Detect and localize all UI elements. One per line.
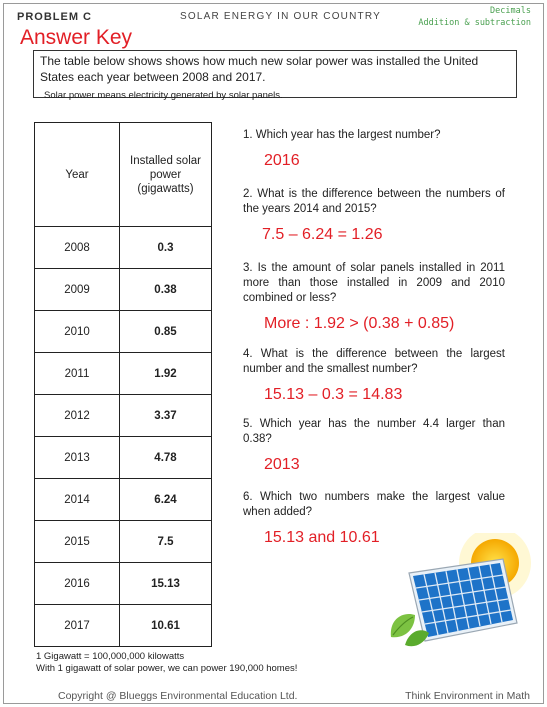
value-cell: 3.37 bbox=[120, 395, 212, 437]
year-cell: 2008 bbox=[35, 227, 120, 269]
year-cell: 2015 bbox=[35, 521, 120, 563]
topic-line-1: Decimals bbox=[490, 6, 531, 16]
value-cell: 0.3 bbox=[120, 227, 212, 269]
question-block-4 bbox=[243, 347, 505, 404]
value-cell: 1.92 bbox=[120, 353, 212, 395]
question-text: 1. Which year has the largest number? bbox=[243, 129, 441, 141]
question-block-2 bbox=[243, 187, 505, 244]
table-row bbox=[35, 395, 212, 437]
value-cell: 7.5 bbox=[120, 521, 212, 563]
answer-text: 15.13 and 10.61 bbox=[264, 529, 380, 546]
solar-panel-icon bbox=[409, 559, 517, 641]
solar-table bbox=[34, 122, 212, 647]
header-installed-power bbox=[120, 123, 212, 227]
table-header-row bbox=[35, 123, 212, 227]
footer-copyright: Copyright @ Blueggs Environmental Education Ltd. bbox=[58, 690, 298, 702]
year-cell: 2012 bbox=[35, 395, 120, 437]
value-cell: 4.78 bbox=[120, 437, 212, 479]
topic-tags bbox=[418, 5, 531, 29]
value-cell: 6.24 bbox=[120, 479, 212, 521]
table-row bbox=[35, 227, 212, 269]
question-text: 4. What is the difference between the largest number and the smallest number? bbox=[243, 348, 505, 375]
year-cell: 2016 bbox=[35, 563, 120, 605]
footnote bbox=[36, 651, 297, 675]
year-cell: 2013 bbox=[35, 437, 120, 479]
table-row bbox=[35, 521, 212, 563]
table-row bbox=[35, 311, 212, 353]
question-block-3 bbox=[243, 261, 505, 333]
question-text: 6. Which two numbers make the largest value when added? bbox=[243, 491, 505, 518]
value-cell: 0.85 bbox=[120, 311, 212, 353]
intro-note: Solar power means electricity generated by solar panels. bbox=[44, 90, 283, 101]
answer-text: 2016 bbox=[264, 152, 300, 169]
year-cell: 2010 bbox=[35, 311, 120, 353]
answer-key-heading: Answer Key bbox=[20, 26, 133, 49]
question-block-1 bbox=[243, 128, 505, 170]
solar-panel-with-sun-icon bbox=[385, 533, 535, 651]
question-text: 5. Which year has the number 4.4 larger than 0.38? bbox=[243, 418, 505, 445]
answer-text: 2013 bbox=[264, 456, 300, 473]
intro-box bbox=[33, 50, 517, 101]
table-row bbox=[35, 353, 212, 395]
table-row bbox=[35, 479, 212, 521]
answer-text: More : 1.92 > (0.38 + 0.85) bbox=[264, 315, 455, 332]
footnote-line-1: 1 Gigawatt = 100,000,000 kilowatts bbox=[36, 651, 185, 662]
value-cell: 15.13 bbox=[120, 563, 212, 605]
value-cell: 0.38 bbox=[120, 269, 212, 311]
problem-label: PROBLEM C bbox=[17, 11, 92, 23]
footnote-line-2: With 1 gigawatt of solar power, we can power 190,000 homes! bbox=[36, 663, 298, 674]
worksheet-title: SOLAR ENERGY IN OUR COUNTRY bbox=[180, 11, 381, 22]
table-row bbox=[35, 605, 212, 647]
intro-text: The table below shows shows how much new solar power was installed the United States each year between 2008 and 2017. bbox=[40, 54, 479, 84]
year-cell: 2014 bbox=[35, 479, 120, 521]
answer-text: 15.13 – 0.3 = 14.83 bbox=[264, 386, 403, 403]
table-row bbox=[35, 269, 212, 311]
question-block-5 bbox=[243, 417, 505, 474]
year-cell: 2011 bbox=[35, 353, 120, 395]
year-cell: 2009 bbox=[35, 269, 120, 311]
year-cell: 2017 bbox=[35, 605, 120, 647]
question-text: 3. Is the amount of solar panels installed in 2011 more than those installed in 2009 and 2010 combined or less? bbox=[243, 262, 505, 304]
header-year: Year bbox=[35, 123, 120, 227]
answer-text: 7.5 – 6.24 = 1.26 bbox=[262, 226, 383, 243]
footer-tagline: Think Environment in Math bbox=[405, 690, 530, 702]
table-row bbox=[35, 437, 212, 479]
value-cell: 10.61 bbox=[120, 605, 212, 647]
table-row bbox=[35, 563, 212, 605]
question-text: 2. What is the difference between the numbers of the years 2014 and 2015? bbox=[243, 188, 505, 215]
topic-line-2: Addition & subtraction bbox=[418, 18, 531, 28]
header-installed-power-text: Installed solar power (gigawatts) bbox=[130, 154, 201, 195]
